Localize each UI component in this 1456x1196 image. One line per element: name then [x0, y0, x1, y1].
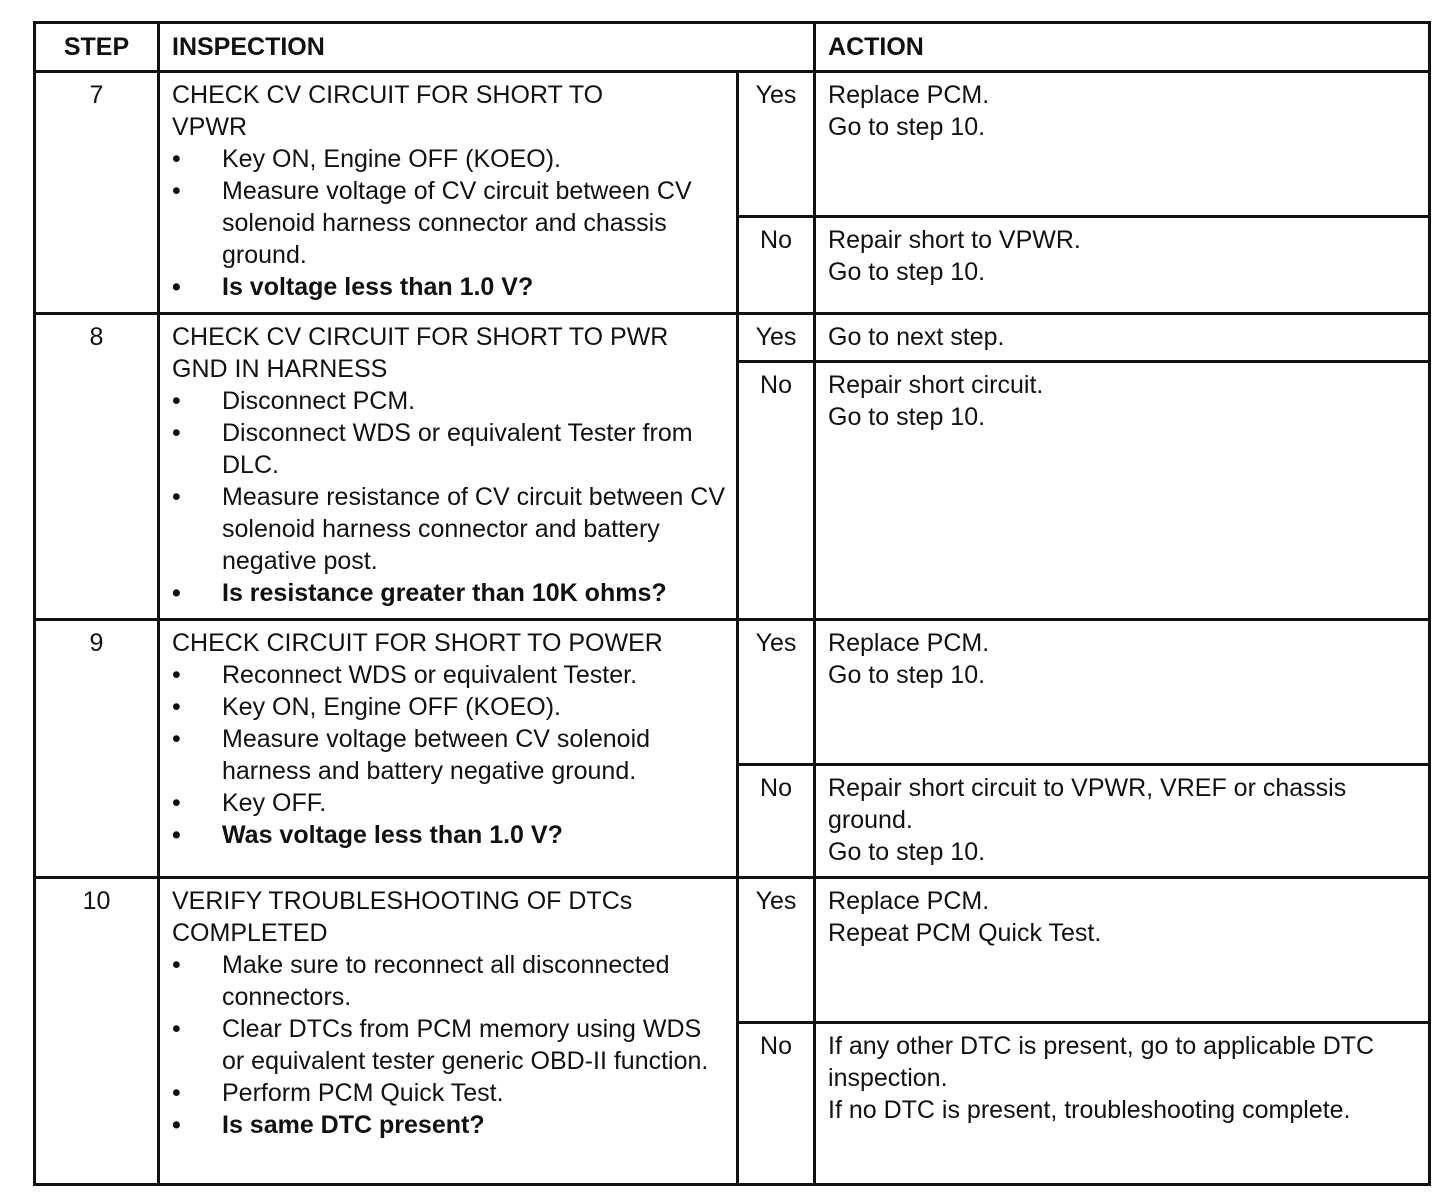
yes-action — [815, 878, 1430, 1023]
inspection-question: • Is same DTC present? — [172, 1109, 726, 1141]
no-action — [815, 362, 1430, 620]
no-label: No — [738, 217, 815, 314]
inspection-bullet: • Measure voltage of CV circuit between CV solenoid harness connector and chassis ground. — [172, 175, 726, 271]
no-action — [815, 765, 1430, 878]
inspection-bullet: • Perform PCM Quick Test. — [172, 1077, 726, 1109]
no-action — [815, 217, 1430, 314]
header-step: STEP — [35, 23, 159, 72]
yes-action-line: Repeat PCM Quick Test. — [828, 919, 1102, 947]
inspection-title-line: VERIFY TROUBLESHOOTING OF DTCs — [172, 887, 633, 915]
yes-label: Yes — [738, 620, 815, 765]
step-number: 9 — [35, 620, 159, 878]
yes-label: Yes — [738, 72, 815, 217]
inspection-bullet: • Measure voltage between CV solenoid harness and battery negative ground. — [172, 723, 726, 787]
header-action: ACTION — [815, 23, 1430, 72]
inspection-question: • Is voltage less than 1.0 V? — [172, 271, 726, 303]
inspection-title-line: VPWR — [172, 113, 247, 141]
no-action-line: Repair short circuit. — [828, 371, 1044, 399]
inspection-bullets — [172, 659, 726, 851]
table-header-row — [35, 23, 1430, 72]
yes-action — [815, 314, 1430, 362]
inspection-title-line: COMPLETED — [172, 919, 328, 947]
inspection-bullet: • Disconnect WDS or equivalent Tester from DLC. — [172, 417, 726, 481]
step-row-yes — [35, 620, 1430, 765]
inspection-bullet: • Make sure to reconnect all disconnected connectors. — [172, 949, 726, 1013]
step-number: 10 — [35, 878, 159, 1185]
no-action-line: Go to step 10. — [828, 258, 986, 286]
yes-action-line: Go to next step. — [828, 323, 1005, 351]
inspection-bullet: • Measure resistance of CV circuit between CV solenoid harness connector and battery negative post. — [172, 481, 726, 577]
yes-label: Yes — [738, 878, 815, 1023]
yes-action-line: Go to step 10. — [828, 113, 986, 141]
step-number: 7 — [35, 72, 159, 314]
inspection-bullet: • Clear DTCs from PCM memory using WDS or equivalent tester generic OBD-II function. — [172, 1013, 726, 1077]
no-action — [815, 1023, 1430, 1185]
yes-action-line: Replace PCM. — [828, 629, 990, 657]
inspection-cell — [159, 314, 738, 620]
header-inspection: INSPECTION — [159, 23, 815, 72]
no-action-line: Repair short circuit to VPWR, VREF or chassis ground. — [828, 774, 1347, 834]
inspection-question: • Is resistance greater than 10K ohms? — [172, 577, 726, 609]
step-row-yes — [35, 314, 1430, 362]
inspection-title-line: CHECK CIRCUIT FOR SHORT TO POWER — [172, 629, 663, 657]
step-number: 8 — [35, 314, 159, 620]
no-action-line: If no DTC is present, troubleshooting complete. — [828, 1096, 1351, 1124]
yes-label: Yes — [738, 314, 815, 362]
inspection-cell — [159, 72, 738, 314]
inspection-bullet: • Key OFF. — [172, 787, 726, 819]
inspection-bullets — [172, 385, 726, 609]
no-label: No — [738, 362, 815, 620]
troubleshooting-table — [33, 21, 1431, 1186]
inspection-title-line: CHECK CV CIRCUIT FOR SHORT TO — [172, 81, 604, 109]
no-action-line: Go to step 10. — [828, 403, 986, 431]
step-row-yes — [35, 72, 1430, 217]
no-action-line: If any other DTC is present, go to applicable DTC inspection. — [828, 1032, 1375, 1092]
inspection-bullet: • Disconnect PCM. — [172, 385, 726, 417]
yes-action — [815, 620, 1430, 765]
inspection-bullet: • Key ON, Engine OFF (KOEO). — [172, 143, 726, 175]
yes-action — [815, 72, 1430, 217]
inspection-bullets — [172, 949, 726, 1141]
inspection-question: • Was voltage less than 1.0 V? — [172, 819, 726, 851]
no-action-line: Repair short to VPWR. — [828, 226, 1081, 254]
table-body — [35, 72, 1430, 1185]
inspection-cell — [159, 878, 738, 1185]
inspection-bullet: • Reconnect WDS or equivalent Tester. — [172, 659, 726, 691]
yes-action-line: Go to step 10. — [828, 661, 986, 689]
inspection-title-line: GND IN HARNESS — [172, 355, 388, 383]
inspection-title-line: CHECK CV CIRCUIT FOR SHORT TO PWR — [172, 323, 669, 351]
yes-action-line: Replace PCM. — [828, 81, 990, 109]
inspection-bullets — [172, 143, 726, 303]
inspection-cell — [159, 620, 738, 878]
no-action-line: Go to step 10. — [828, 838, 986, 866]
yes-action-line: Replace PCM. — [828, 887, 990, 915]
no-label: No — [738, 765, 815, 878]
step-row-yes — [35, 878, 1430, 1023]
inspection-bullet: • Key ON, Engine OFF (KOEO). — [172, 691, 726, 723]
no-label: No — [738, 1023, 815, 1185]
